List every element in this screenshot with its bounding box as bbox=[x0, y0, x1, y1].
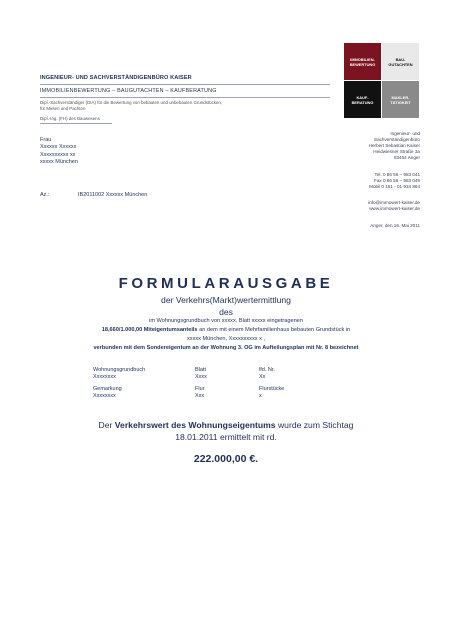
valuation-subject: Verkehrswert des Wohnungseigentums bbox=[114, 420, 276, 430]
sender-mobil: Mobil 0 151 - 01 934 864 bbox=[369, 184, 420, 190]
table-value-gemarkung: Xxxxxxxx bbox=[93, 393, 116, 399]
table-value-flur: Xxx bbox=[195, 393, 205, 399]
qualification-line: Dipl.-Sachverständiger (DIA) für die Bewertung von bebauten und unbebauten Grundstücken, bbox=[40, 100, 223, 105]
logo-tile-maklertaetigkeit: MAKLER- TÄTIGKEIT bbox=[382, 81, 419, 118]
sender-line: Sachverständigenbüro bbox=[374, 137, 420, 143]
sender-web[interactable]: www.immowert-kaiser.de bbox=[369, 206, 420, 212]
logo-tile-immobilienbewertung: IMMOBILIEN- BEWERTUNG bbox=[344, 43, 381, 80]
share-fraction: 18,660/1.000,00 Miteigentumsanteils bbox=[101, 327, 198, 333]
table-value-blatt: Xxxx bbox=[195, 374, 207, 380]
qualification-line: Dipl.-Ing. (FH) des Bauwesens bbox=[40, 116, 100, 121]
company-logo bbox=[344, 43, 420, 119]
table-label-blatt: Blatt bbox=[195, 367, 207, 373]
document-date: Anger, den 16. Mai 2011 bbox=[370, 223, 420, 228]
table-value-grundbuch: Xxxxxxxx bbox=[93, 374, 116, 380]
document-des: des bbox=[219, 307, 233, 317]
reference-label: Az.: bbox=[40, 192, 50, 198]
valuation-line-1: Der Verkehrswert des Wohnungseigentums wurde zum Stichtag bbox=[98, 420, 354, 430]
recipient-name: Xxxxxx Xxxxxx bbox=[40, 144, 77, 151]
recipient-salutation: Frau bbox=[40, 137, 52, 143]
sender-tel: Tel. 0 86 56 – 983 041 bbox=[374, 172, 420, 177]
sender-line: Ingenieur- und bbox=[390, 131, 420, 136]
recipient-street: Xxxxxxxxxx xx bbox=[40, 151, 76, 158]
sender-online bbox=[368, 200, 420, 212]
table-value-lfd-nr: Xx bbox=[259, 374, 266, 380]
table-label-flur: Flur bbox=[195, 386, 205, 392]
recipient-address bbox=[40, 137, 78, 167]
document-subtitle: der Verkehrs(Markt)wertermittlung bbox=[161, 295, 291, 305]
sender-email[interactable]: info@immowert-kaiser.de bbox=[368, 200, 420, 205]
table-label-gemarkung: Gemarkung bbox=[93, 386, 122, 392]
property-line-1: im Wohnungsgrundbuch von xxxxx, Blatt xxxxx eingetragenen bbox=[149, 318, 303, 324]
valuation-amount: 222.000,00 €. bbox=[193, 453, 259, 465]
sender-address bbox=[369, 131, 420, 161]
property-line-3: xxxxx München, Xxxxxxxxxx x , bbox=[186, 336, 266, 342]
document-title: FORMULARAUSGABE bbox=[118, 275, 334, 292]
logo-tile-baugutachten: BAU- GUTACHTEN bbox=[382, 43, 419, 80]
table-label-grundbuch: Wohnungsgrundbuch bbox=[93, 367, 146, 373]
sender-line: Heidwiesner Straße 3a bbox=[373, 149, 420, 155]
office-subtitle: IMMOBILIENBEWERTUNG – BAUGUTACHTEN – KAUFBERATUNG bbox=[40, 88, 217, 94]
sender-line: Herbert Sebastian Kaiser bbox=[368, 143, 420, 149]
reference-value: IB2011002 Xxxxxx München bbox=[78, 192, 148, 198]
recipient-city: xxxxx München bbox=[40, 159, 78, 166]
sender-contact bbox=[369, 172, 420, 190]
qualification-line: für Mieten und Pachten bbox=[40, 106, 86, 111]
office-name: INGENIEUR- UND SACHVERSTÄNDIGENBÜRO KAISER bbox=[40, 75, 192, 81]
sender-line: 83454 Anger bbox=[393, 155, 420, 161]
table-label-flurstuecke: Flurstücke bbox=[259, 386, 285, 392]
sender-fax: Fax 0 86 56 – 983 049 bbox=[374, 178, 420, 184]
property-line-2-rest: an dem mit einem Mehrfamilienhaus bebauten Grundstück in bbox=[197, 327, 351, 333]
table-value-flurstuecke: x bbox=[259, 393, 262, 399]
logo-tile-kaufberatung: KAUF- BERATUNG bbox=[344, 81, 381, 118]
valuation-line-2: 18.01.2011 ermittelt mit rd. bbox=[175, 432, 277, 442]
subtitle-rule bbox=[40, 97, 330, 98]
qualification-rule bbox=[40, 123, 112, 124]
property-line-4: verbunden mit dem Sondereigentum an der Wohnung 3. OG im Aufteilungsplan mit Nr. 8 bezeichnet bbox=[93, 345, 359, 351]
header-rule bbox=[40, 84, 330, 85]
property-line-2 bbox=[0, 327, 452, 333]
table-label-lfd-nr: lfd. Nr. bbox=[259, 367, 275, 373]
